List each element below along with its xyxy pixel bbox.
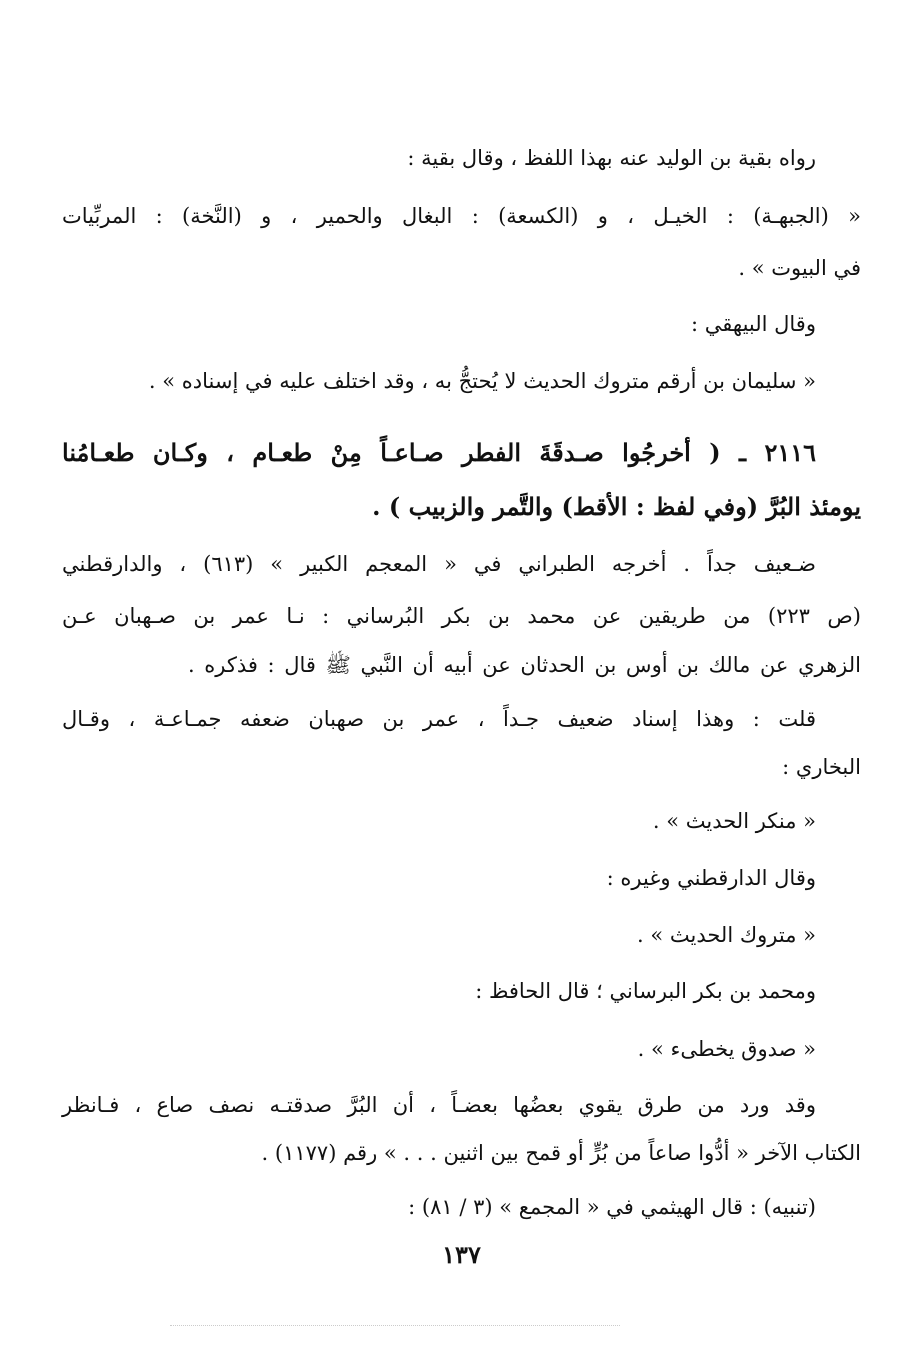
page-number: ١٣٧ — [442, 1240, 481, 1269]
text-line: وقال الدارقطني وغيره : — [606, 866, 816, 890]
text-line: رواه بقية بن الوليد عنه بهذا اللفظ ، وقال بقية : — [407, 146, 816, 170]
scan-artifact-divider — [170, 1325, 620, 1326]
text-line: الزهري عن مالك بن أوس بن الحدثان عن أبيه أن النَّبي ﷺ قال : فذكره . — [188, 653, 861, 677]
text-line: في البيوت » . — [738, 256, 861, 280]
text-line: (تنبيه) : قال الهيثمي في « المجمع » (٣ / ٨١) : — [408, 1195, 816, 1219]
text-line: (ص ٢٢٣) من طريقين عن محمد بن بكر البُرساني : نـا عمر بن صـهبان عـن — [62, 604, 861, 628]
hadith-heading-line: ٢١١٦ ـ ( أخرجُوا صـدقَةَ الفطر صـاعـاً مِنْ طعـام ، وكـان طعـامُنا — [62, 438, 816, 467]
hadith-heading-line: يومئذ البُرَّ (وفي لفظ : الأقط) والتَّمر والزبيب ) . — [372, 492, 861, 521]
quote-line: « متروك الحديث » . — [637, 923, 816, 947]
text-line: الكتاب الآخر « أدُّوا صاعاً من بُرٍّ أو قمح بين اثنين . . . » رقم (١١٧٧) . — [261, 1141, 861, 1165]
text-line: « (الجبهـة) : الخيـل ، و (الكسعة) : البغال والحمير ، و (النَّخة) : المربِّيات — [62, 204, 861, 228]
text-line: وقال البيهقي : — [691, 312, 816, 336]
text-line: وقد ورد من طرق يقوي بعضُها بعضـاً ، أن البُرَّ صدقتـه نصف صاع ، فـانظر — [62, 1093, 816, 1117]
text-line: ومحمد بن بكر البرساني ؛ قال الحافظ : — [475, 979, 816, 1003]
text-line: البخاري : — [782, 755, 861, 779]
quote-line: « سليمان بن أرقم متروك الحديث لا يُحتجُّ به ، وقد اختلف عليه في إسناده » . — [148, 369, 816, 393]
text-line: قلت : وهذا إسناد ضعيف جـداً ، عمر بن صهبان ضعفه جمـاعـة ، وقـال — [62, 707, 816, 731]
quote-line: « منكر الحديث » . — [652, 809, 816, 833]
quote-line: « صدوق يخطىء » . — [637, 1037, 816, 1061]
text-line: ضـعيف جداً . أخرجه الطبراني في « المعجم الكبير » (٦١٣) ، والدارقطني — [62, 552, 816, 576]
